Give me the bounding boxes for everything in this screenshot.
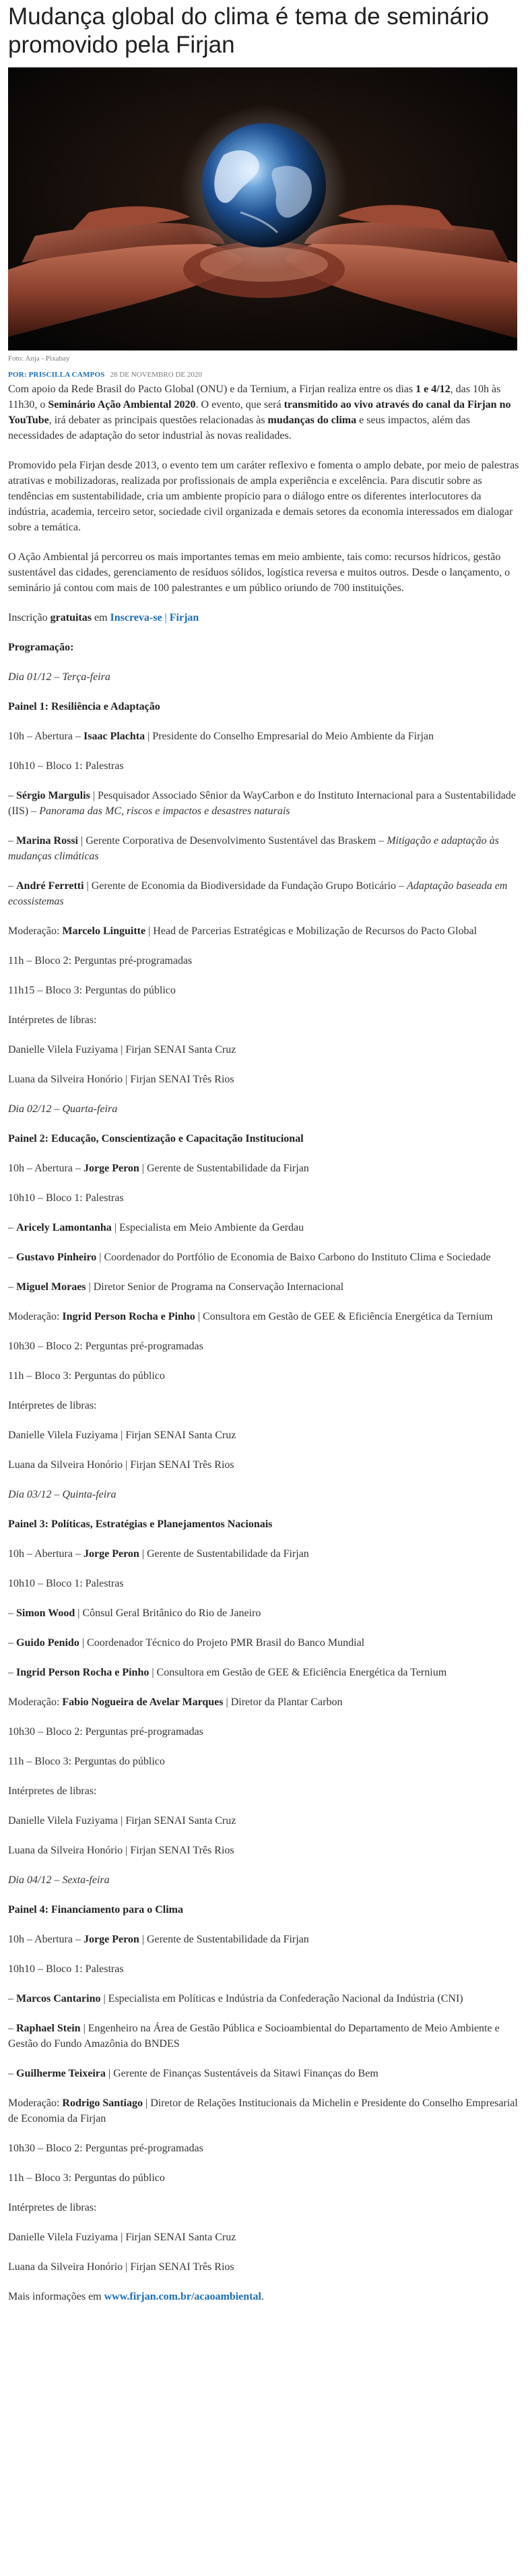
interpreter-line: Luana da Silveira Honório | Firjan SENAI Três Rios xyxy=(8,2261,234,2273)
moderation-line: Moderação: Marcelo Linguitte | Head de Parcerias Estratégicas e Mobilização de Recursos do Pacto Global xyxy=(8,925,477,937)
speaker-line: – Marina Rossi | Gerente Corporativa de Desenvolvimento Sustentável das Braskem – Mitigação e adaptação às mudanças climáticas xyxy=(8,835,499,862)
interpreters-label: Intérpretes de libras: xyxy=(8,2202,97,2213)
panel-title: Painel 1: Resiliência e Adaptação xyxy=(8,701,160,712)
day-date: Dia 03/12 – Quinta-feira xyxy=(8,1489,117,1500)
speaker-line: – Aricely Lamontanha | Especialista em Meio Ambiente da Gerdau xyxy=(8,1222,304,1233)
registration-line: Inscrição gratuitas em Inscreva-se | Firjan xyxy=(8,612,199,623)
byline xyxy=(8,371,520,379)
day-date: Dia 01/12 – Terça-feira xyxy=(8,671,110,683)
paragraph: Promovido pela Firjan desde 2013, o evento tem um caráter reflexivo e fomenta o amplo debate, por meio de palestras atrativas e mobilizadoras, realizada por profissionais de ampla experiência e excelência. Para discutir sobre as tendências em sustentabilidade, cria um ambiente propício para o diálogo entre os diferentes interlocutores da indústria, academia, terceiro setor, sociedade civil organizada e demais setores da economia interessados em dialogar sobre a temática. xyxy=(8,460,519,533)
speaker-line: – Miguel Moraes | Diretor Senior de Programa na Conservação Internacional xyxy=(8,1281,344,1293)
speaker-line: – Guilherme Teixeira | Gerente de Finanças Sustentáveis da Sitawi Finanças do Bem xyxy=(8,2068,378,2079)
more-info-line: Mais informações em www.firjan.com.br/acaoambiental. xyxy=(8,2291,264,2302)
block-line: 10h10 – Bloco 1: Palestras xyxy=(8,1963,124,1975)
article-body xyxy=(8,381,520,2304)
moderation-line: Moderação: Ingrid Person Rocha e Pinho | Consultora em Gestão de GEE & Eficiência Energética da Ternium xyxy=(8,1311,493,1322)
speaker-line: – Raphael Stein | Engenheiro na Área de Gestão Pública e Socioambiental do Departamento de Meio Ambiente e Gestão do Fundo Amazônia do BNDES xyxy=(8,2023,500,2050)
image-caption: Foto: Anja - Pixabay xyxy=(8,355,70,363)
speaker-line: – Marcos Cantarino | Especialista em Políticas e Indústria da Confederação Nacional da Indústria (CNI) xyxy=(8,1993,463,2004)
speaker-line: – Simon Wood | Cônsul Geral Britânico do Rio de Janeiro xyxy=(8,1607,261,1619)
interpreter-line: Danielle Vilela Fuziyama | Firjan SENAI Santa Cruz xyxy=(8,1044,236,1055)
firjan-link[interactable]: Firjan xyxy=(169,612,199,623)
block-line: 10h10 – Bloco 1: Palestras xyxy=(8,1578,124,1589)
interpreter-line: Luana da Silveira Honório | Firjan SENAI Três Rios xyxy=(8,1459,234,1471)
block-line: 10h30 – Bloco 2: Perguntas pré-programadas xyxy=(8,1341,203,1352)
panel-title: Painel 2: Educação, Conscientização e Capacitação Institucional xyxy=(8,1133,304,1144)
block-line: 11h – Bloco 3: Perguntas do público xyxy=(8,1370,165,1382)
article xyxy=(0,3,528,2304)
block-line: 11h – Bloco 3: Perguntas do público xyxy=(8,1756,165,1767)
speaker-line: – Gustavo Pinheiro | Coordenador do Portfólio de Economia de Baixo Carbono do Instituto Clima e Sociedade xyxy=(8,1252,491,1263)
interpreter-line: Danielle Vilela Fuziyama | Firjan SENAI Santa Cruz xyxy=(8,1815,236,1827)
block-line: 11h15 – Bloco 3: Perguntas do público xyxy=(8,985,176,996)
opening-line: 10h – Abertura – Jorge Peron | Gerente de Sustentabilidade da Firjan xyxy=(8,1934,309,1945)
interpreters-label: Intérpretes de libras: xyxy=(8,1400,97,1411)
panel-title: Painel 4: Financiamento para o Clima xyxy=(8,1904,183,1915)
block-line: 11h – Bloco 3: Perguntas do público xyxy=(8,2172,165,2184)
speaker-line: – Sérgio Margulis | Pesquisador Associado Sênior da WayCarbon e do Instituto Internacional para a Sustentabilidade (IIS) – Panorama das MC, riscos e impactos e desastres naturais xyxy=(8,790,516,817)
day-date: Dia 04/12 – Sexta-feira xyxy=(8,1874,110,1886)
speaker-line: – André Ferretti | Gerente de Economia da Biodiversidade da Fundação Grupo Boticário – Adaptação baseada em ecossistemas xyxy=(8,880,508,907)
block-line: 10h30 – Bloco 2: Perguntas pré-programadas xyxy=(8,1726,203,1738)
interpreter-line: Danielle Vilela Fuziyama | Firjan SENAI Santa Cruz xyxy=(8,2232,236,2243)
opening-line: 10h – Abertura – Jorge Peron | Gerente de Sustentabilidade da Firjan xyxy=(8,1163,309,1174)
moderation-line: Moderação: Fabio Nogueira de Avelar Marques | Diretor da Plantar Carbon xyxy=(8,1696,343,1708)
opening-line: 10h – Abertura – Jorge Peron | Gerente de Sustentabilidade da Firjan xyxy=(8,1548,309,1560)
block-line: 10h10 – Bloco 1: Palestras xyxy=(8,760,124,772)
opening-line: 10h – Abertura – Isaac Plachta | Presidente do Conselho Empresarial do Meio Ambiente da Firjan xyxy=(8,731,434,742)
schedule-heading: Programação: xyxy=(8,642,74,653)
author-name[interactable]: POR: PRISCILLA CAMPOS xyxy=(8,371,105,379)
paragraph: O Ação Ambiental já percorreu os mais importantes temas em meio ambiente, tais como: recursos hídricos, gestão sustentável das cidades, gerenciamento de resíduos sólidos, logística reversa e muitos outros. Desde o lançamento, o seminário já contou com mais de 100 palestrantes e um público oriundo de 700 instituições. xyxy=(8,551,510,594)
hero-image xyxy=(8,67,517,350)
interpreter-line: Luana da Silveira Honório | Firjan SENAI Três Rios xyxy=(8,1845,234,1856)
interpreters-label: Intérpretes de libras: xyxy=(8,1014,97,1026)
moderation-line: Moderação: Rodrigo Santiago | Diretor de Relações Institucionais da Michelin e Presidente do Conselho Empresarial de Economia da Firjan xyxy=(8,2097,518,2124)
register-link[interactable]: Inscreva-se xyxy=(110,612,162,623)
intro-paragraph: Com apoio da Rede Brasil do Pacto Global (ONU) e da Ternium, a Firjan realiza entre os dias 1 e 4/12, das 10h às 11h30, o Seminário Ação Ambiental 2020. O evento, que será transmitido ao vivo através do canal da Firjan no YouTube, irá debater as principais questões relacionadas às mudanças do clima e seus impactos, além das necessidades de adaptação do setor industrial às novas realidades. xyxy=(8,384,511,441)
speaker-line: – Guido Penido | Coordenador Técnico do Projeto PMR Brasil do Banco Mundial xyxy=(8,1637,365,1649)
interpreters-label: Intérpretes de libras: xyxy=(8,1785,97,1797)
block-line: 11h – Bloco 2: Perguntas pré-programadas xyxy=(8,955,193,967)
publish-date: 28 DE NOVEMBRO DE 2020 xyxy=(110,371,202,379)
article-title: Mudança global do clima é tema de seminário promovido pela Firjan xyxy=(8,3,489,58)
block-line: 10h10 – Bloco 1: Palestras xyxy=(8,1192,124,1204)
speaker-line: – Ingrid Person Rocha e Pinho | Consultora em Gestão de GEE & Eficiência Energética da Ternium xyxy=(8,1667,447,1678)
interpreter-line: Danielle Vilela Fuziyama | Firjan SENAI Santa Cruz xyxy=(8,1430,236,1441)
more-info-link[interactable]: www.firjan.com.br/acaoambiental xyxy=(104,2291,261,2302)
panel-title: Painel 3: Políticas, Estratégias e Planejamentos Nacionais xyxy=(8,1519,273,1530)
day-date: Dia 02/12 – Quarta-feira xyxy=(8,1103,118,1115)
interpreter-line: Luana da Silveira Honório | Firjan SENAI Três Rios xyxy=(8,1074,234,1085)
block-line: 10h30 – Bloco 2: Perguntas pré-programadas xyxy=(8,2143,203,2154)
